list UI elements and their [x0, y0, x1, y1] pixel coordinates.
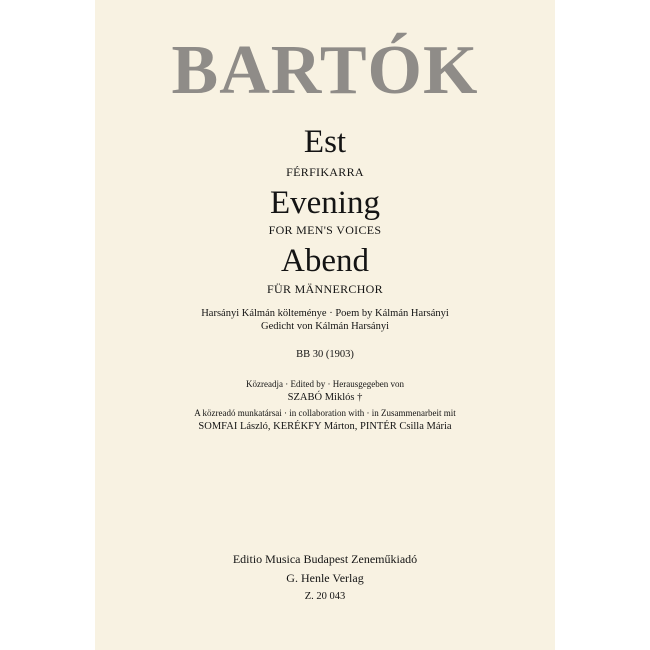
editor-name: SZABÓ Miklós † [287, 392, 363, 403]
subtitle-english: FOR MEN'S VOICES [268, 223, 382, 237]
poem-credit-line-1: Harsányi Kálmán költeménye · Poem by Kálmán Harsányi [201, 308, 449, 319]
publisher-emb: Editio Musica Budapest Zeneműkiadó [232, 552, 418, 566]
title-german: Abend [281, 243, 369, 279]
score-cover [95, 0, 555, 650]
subtitle-hungarian: FÉRFIKARRA [286, 165, 364, 179]
title-hungarian: Est [303, 124, 347, 160]
collaborators-names: SOMFAI László, KERÉKFY Márton, PINTÉR Csilla Mária [198, 421, 452, 432]
collaboration-label: A közreadó munkatársai · in collaboration with · in Zusammenarbeit mit [194, 408, 456, 418]
subtitle-german: FÜR MÄNNERCHOR [267, 282, 383, 296]
edited-by-label: Közreadja · Edited by · Herausgegeben von [246, 379, 404, 389]
poem-credit-line-2: Gedicht von Kálmán Harsányi [260, 321, 389, 332]
edition-number: Z. 20 043 [304, 591, 346, 602]
title-english: Evening [270, 185, 380, 221]
publisher-henle: G. Henle Verlag [286, 571, 364, 585]
catalog-number: BB 30 (1903) [296, 349, 354, 360]
composer-name: BARTÓK [171, 32, 479, 109]
